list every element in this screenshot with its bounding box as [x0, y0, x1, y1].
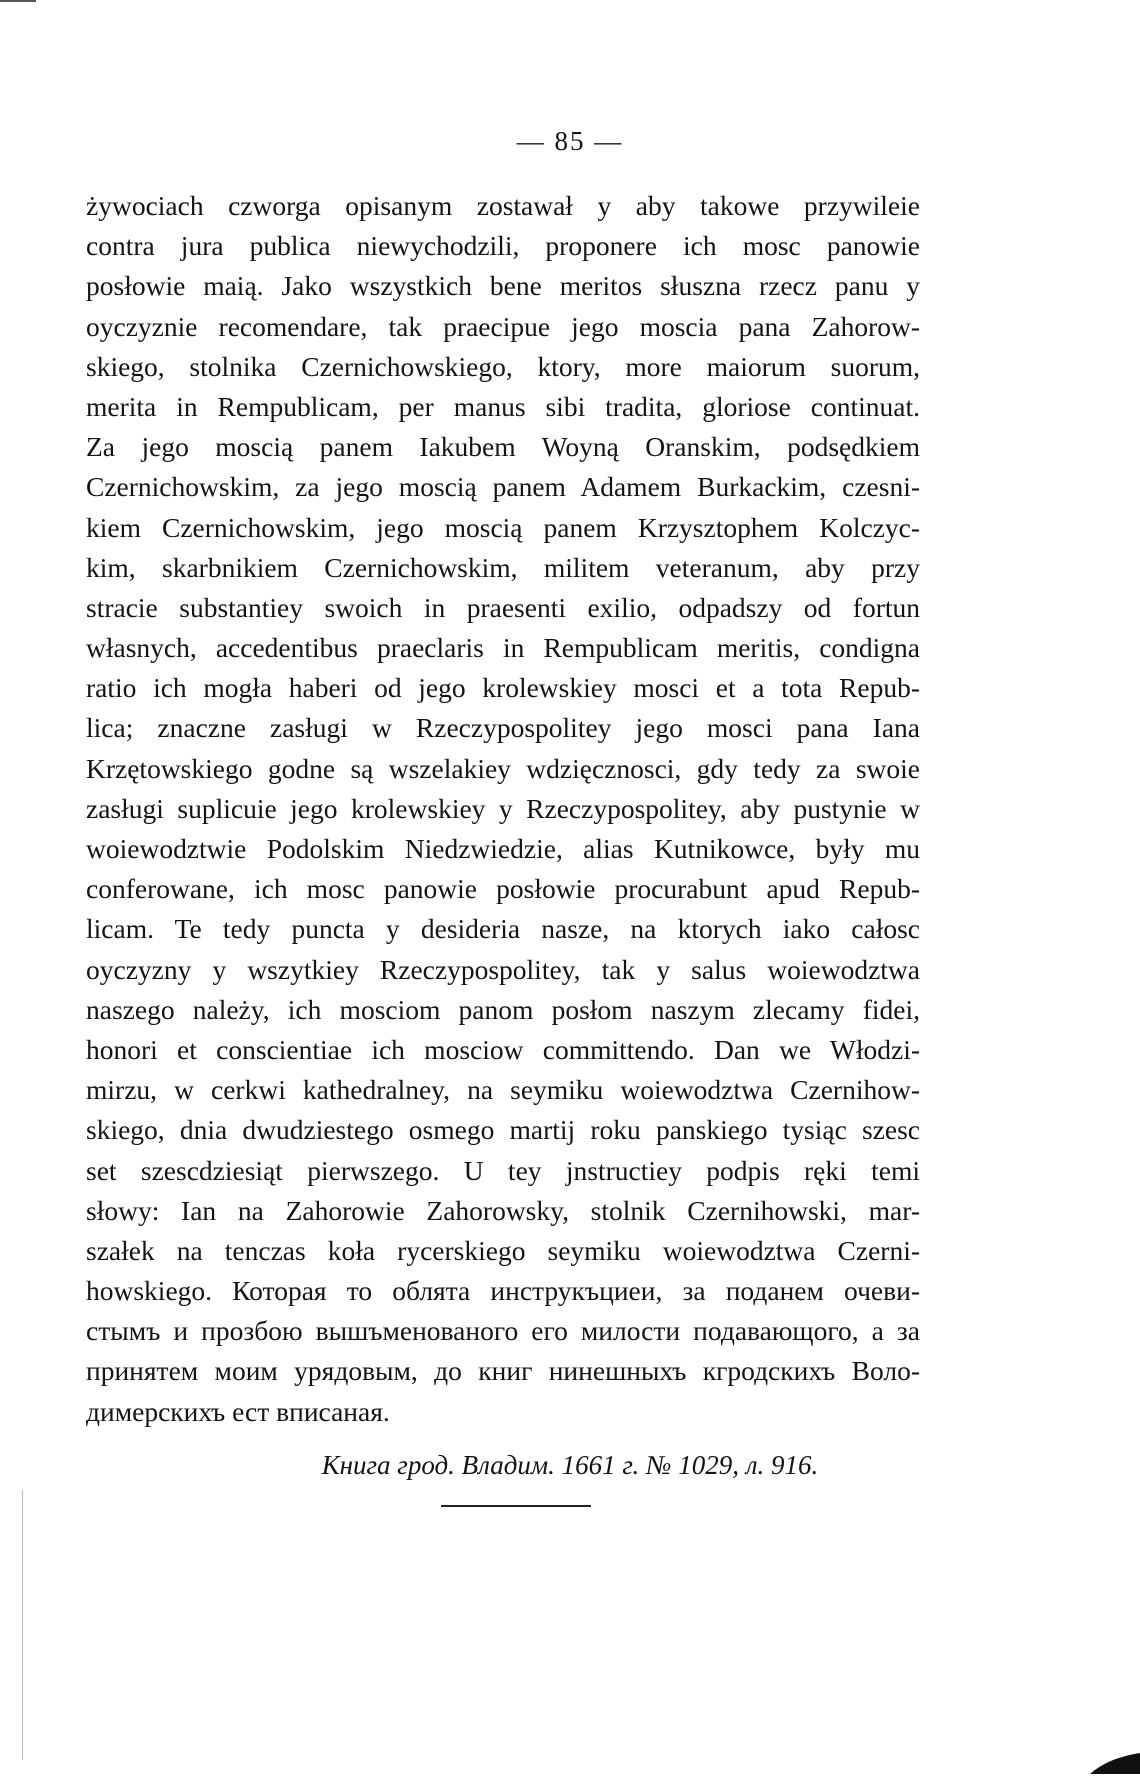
text-line: własnych, accedentibus praeclaris in Rempublicam meritis, condigna: [86, 632, 920, 664]
text-line: стымъ и прозбою вышъменованого его милости подавающого, а за: [86, 1315, 920, 1347]
text-line: żywociach czworga opisanym zostawał y aby takowe przywileie: [86, 190, 920, 221]
text-line: posłowie maią. Jako wszystkich bene meritos słuszna rzecz panu y: [86, 270, 920, 302]
text-line: merita in Rempublicam, per manus sibi tradita, gloriose continuat.: [86, 390, 920, 422]
text-line: mirzu, w cerkwi kathedralney, na seymiku woiewodztwa Czernihow-: [86, 1074, 920, 1106]
text-line: oyczyzny y wszytkiey Rzeczypospolitey, tak y salus woiewodztwa: [86, 953, 920, 985]
scan-edge-rule: [0, 0, 36, 2]
text-line: kim, skarbnikiem Czernichowskim, militem veteranum, aby przy: [86, 551, 920, 583]
text-line: Krzętowskiego godne są wszelakiey wdzięcznosci, gdy tedy za swoie: [86, 752, 920, 784]
scan-margin-line: [22, 1490, 23, 1760]
text-line: kiem Czernichowskim, jego moscią panem Krzysztophem Kolczyc-: [86, 511, 920, 543]
text-line: woiewodztwie Podolskim Niedzwiedzie, alias Kutnikowce, były mu: [86, 833, 920, 864]
page-number: — 85 —: [516, 126, 624, 156]
section-divider: [441, 1505, 591, 1507]
text-line: lica; znaczne zasługi w Rzeczypospolitey jego mosci pana Iana: [86, 712, 920, 744]
body-text: [86, 186, 920, 1432]
text-line: contra jura publica niewychodzili, proponere ich mosc panowie: [86, 230, 920, 262]
text-line: honori et conscientiae ich mosciow committendo. Dan we Włodzi-: [86, 1033, 920, 1065]
text-line: skiego, dnia dwudziestego osmego martij roku panskiego tysiąc szesc: [86, 1114, 920, 1146]
text-line-last: димерскихъ ест вписаная.: [86, 1395, 390, 1427]
text-line: Za jego moscią panem Iakubem Woyną Oranskim, podsędkiem: [86, 431, 920, 463]
text-line: set szescdziesiąt pierwszego. U tey jnstructiey podpis ręki temi: [86, 1154, 920, 1186]
text-line: zasługi suplicuie jego krolewskiey y Rzeczypospolitey, aby pustynie w: [86, 792, 920, 824]
text-line: stracie substantiey swoich in praesenti exilio, odpadszy od fortun: [86, 591, 920, 623]
text-line: szałek na tenczas koła rycerskiego seymiku woiewodztwa Czerni-: [86, 1234, 920, 1266]
text-line: howskiego. Которая то облята инструкъциеи, за поданем очеви-: [86, 1275, 920, 1307]
text-line: licam. Te tedy puncta y desideria nasze, na ktorych iako całosc: [86, 913, 920, 945]
text-line: ratio ich mogła haberi od jego krolewskiey mosci et a tota Repub-: [86, 672, 920, 704]
text-line: skiego, stolnika Czernichowskiego, ktory, more maiorum suorum,: [86, 350, 920, 382]
text-line: oyczyznie recomendare, tak praecipue jego moscia pana Zahorow-: [86, 310, 920, 342]
text-line: słowy: Ian na Zahorowie Zahorowsky, stolnik Czernihowski, mar-: [86, 1194, 920, 1226]
text-line: conferowane, ich mosc panowie posłowie procurabunt apud Repub-: [86, 873, 920, 905]
text-line: naszego należy, ich mosciom panom posłom naszym zlecamy fidei,: [86, 993, 920, 1025]
archival-citation: Книга грод. Владим. 1661 г. № 1029, л. 916.: [321, 1450, 819, 1480]
text-line: Czernichowskim, za jego moscią panem Adamem Burkackim, czesni-: [86, 471, 920, 503]
text-line: принятем моим урядовым, до книг нинешныхъ кгродскихъ Воло-: [86, 1355, 920, 1387]
